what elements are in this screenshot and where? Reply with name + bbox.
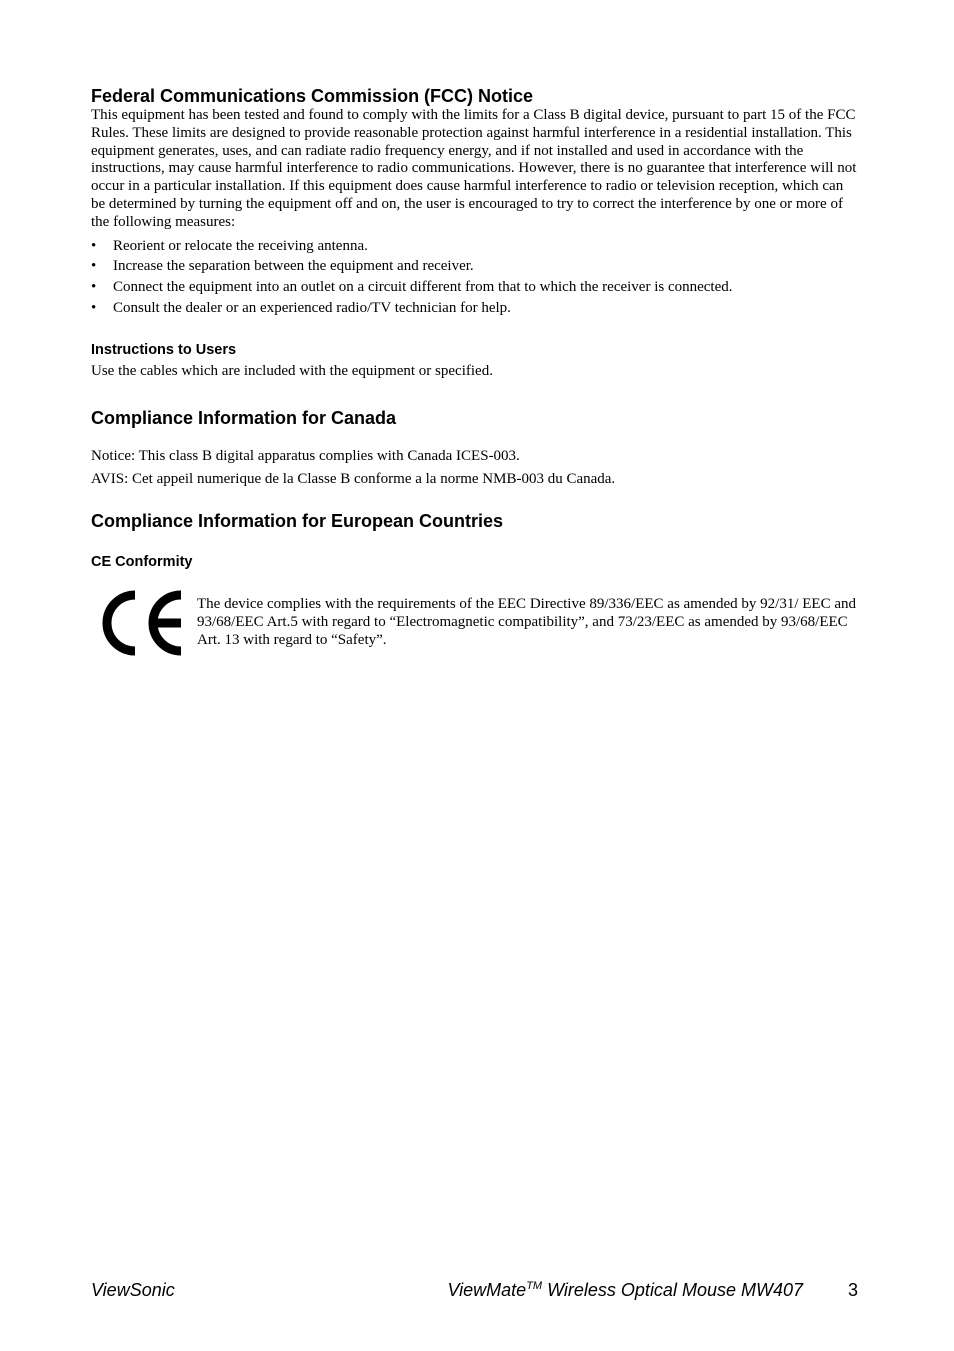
product-name: ViewMate — [447, 1280, 527, 1300]
page-content — [91, 86, 861, 656]
bullet-icon: • — [91, 299, 97, 316]
page-number: 3 — [847, 1280, 858, 1300]
fcc-measures-list — [91, 238, 861, 318]
fcc-notice-heading: Federal Communications Commission (FCC) Notice — [91, 86, 534, 106]
list-item — [91, 258, 861, 276]
ce-conformity-block — [91, 596, 861, 656]
bullet-icon: • — [91, 237, 97, 254]
measure-text: Connect the equipment into an outlet on a circuit different from that to which the receiver is connected. — [113, 279, 733, 296]
footer-brand: ViewSonic — [91, 1280, 175, 1300]
canada-heading: Compliance Information for Canada — [91, 407, 397, 428]
measure-text: Consult the dealer or an experienced radio/TV technician for help. — [113, 299, 511, 316]
fcc-notice-body: This equipment has been tested and found to comply with the limits for a Class B digital device, pursuant to part 15 of the FCC Rules. These limits are designed to provide reasonable protection against harmful interference in a residential installation. This equipment generates, uses, and can radiate radio frequency energy, and if not installed and used in accordance with the instructions, may cause harmful interference to radio communications. However, there is no guarantee that interference will not occur in a particular installation. If this equipment does cause harmful interference to radio or television reception, which can be determined by turning the equipment off and on, the user is encouraged to try to correct the interference by one or more of the following measures: — [91, 107, 857, 230]
measure-text: Reorient or relocate the receiving antenna. — [113, 237, 368, 254]
list-item — [91, 238, 861, 256]
canada-avis: AVIS: Cet appeil numerique de la Classe B conforme a la norme NMB-003 du Canada. — [91, 471, 616, 488]
ce-conformity-heading: CE Conformity — [91, 554, 193, 571]
measure-text: Increase the separation between the equipment and receiver. — [113, 258, 474, 275]
page-footer — [91, 1280, 861, 1304]
product-model: Wireless Optical Mouse MW407 — [542, 1280, 803, 1300]
canada-notice: Notice: This class B digital apparatus complies with Canada ICES-003. — [91, 447, 520, 464]
list-item — [91, 300, 861, 318]
instructions-heading: Instructions to Users — [91, 341, 237, 358]
bullet-icon: • — [91, 258, 97, 275]
bullet-icon: • — [91, 279, 97, 296]
ce-conformity-text: The device complies with the requirements of the EEC Directive 89/336/EEC as amended by 92/31/ EEC and 93/68/EEC Art.5 with regard to “Electromagnetic compatibility”, and 73/23/EEC as amended by 93/68/EEC Art. 13 with regard to “Safety”. — [197, 596, 856, 648]
europe-heading: Compliance Information for European Countries — [91, 511, 504, 532]
ce-mark-icon — [97, 590, 187, 656]
footer-product — [447, 1280, 803, 1301]
trademark-mark: TM — [526, 1280, 543, 1292]
instructions-body: Use the cables which are included with the equipment or specified. — [91, 362, 493, 379]
list-item — [91, 279, 861, 297]
